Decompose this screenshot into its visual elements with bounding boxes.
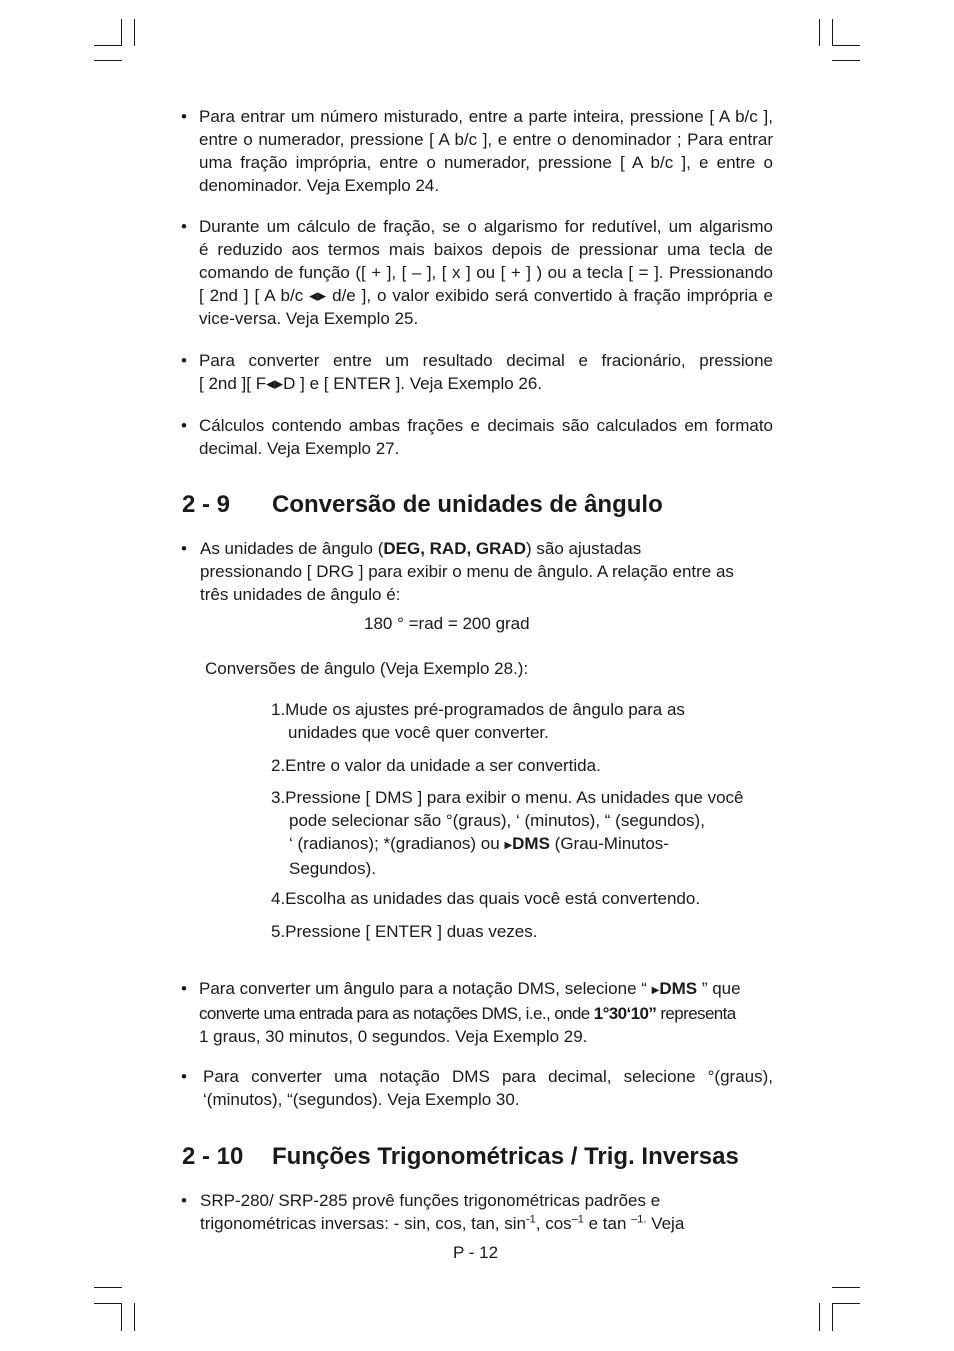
text-line: comando de função ([ + ], [ – ], [ x ] ou [ + ] ) ou a tecla [ = ]. Pressionando [199, 263, 773, 282]
text-segment: (Grau-Minutos- [549, 834, 669, 853]
bullet-dot: • [181, 1067, 187, 1086]
text-line: pressionando [ DRG ] para exibir o menu de ângulo. A relação entre as [200, 562, 734, 581]
bullet-dot: • [181, 539, 187, 558]
angle-formula: 180 ° =rad = 200 grad [364, 614, 530, 633]
text-line: 1 graus, 30 minutos, 0 segundos. Veja Exemplo 29. [199, 1027, 588, 1046]
text-line: uma fração imprópria, entre o numerador, pressione [ A b/c ], e entre o [199, 153, 773, 172]
text-segment: Veja [646, 1214, 685, 1233]
bullet-dot: • [181, 1191, 187, 1210]
bullet-dms-decimal [203, 1065, 773, 1111]
text-line: 1.Mude os ajustes pré-programados de ângulo para as [271, 700, 685, 719]
angle-units-bold: DEG, RAD, GRAD [383, 539, 526, 558]
dms-bold: DMS [659, 979, 698, 998]
superscript: -1 [525, 1213, 536, 1226]
superscript: –1. [631, 1213, 647, 1226]
section-title: Conversão de unidades de ângulo [272, 491, 663, 518]
text-segment: ‘ (radianos); *(gradianos) ou [289, 834, 505, 853]
bullet-decimal-fraction [199, 349, 773, 395]
text-line: Segundos). [289, 859, 376, 878]
text-line: unidades que você quer converter. [288, 723, 549, 742]
section-heading-2-10 [182, 1142, 739, 1172]
text-segment: converte uma entrada para as notações DMS, i.e., onde [199, 1004, 594, 1023]
text-line: [ 2nd ][ F◂▸D ] e [ ENTER ]. Veja Exemplo 26. [199, 374, 543, 393]
text-segment: Para converter um ângulo para a notação DMS, selecione “ [199, 979, 652, 998]
triangle-right-icon: ▶ [504, 840, 513, 851]
section-heading-2-9 [182, 490, 663, 520]
step-3 [271, 786, 743, 880]
dms-bold: DMS [512, 834, 550, 853]
bullet-angle-units [200, 537, 773, 606]
bullet-dot: • [181, 979, 187, 998]
conversions-label: Conversões de ângulo (Veja Exemplo 28.): [205, 659, 529, 678]
text-line: pode selecionar são °(graus), ‘ (minutos), “ (segundos), [289, 811, 705, 830]
text-line: [ 2nd ] [ A b/c ◂▸ d/e ], o valor exibido será convertido à fração imprópria e [199, 286, 773, 305]
step-2: 2.Entre o valor da unidade a ser convertida. [271, 756, 601, 775]
bullet-dms-conversion [199, 977, 773, 1048]
step-1 [271, 698, 685, 744]
superscript: –1 [571, 1213, 584, 1226]
text-segment: , cos [535, 1214, 572, 1233]
text-line: Para converter entre um resultado decimal e fracionário, pressione [199, 351, 773, 370]
page-number: P - 12 [453, 1243, 499, 1262]
text-line: é reduzido aos termos mais baixos depois de pressionar uma tecla de [199, 240, 773, 259]
bullet-trig-functions [200, 1189, 773, 1235]
text-line: Para entrar um número misturado, entre a parte inteira, pressione [ A b/c ], [199, 107, 773, 126]
bullet-dot: • [181, 416, 187, 435]
text-line: denominador. Veja Exemplo 24. [199, 176, 440, 195]
text-line: SRP-280/ SRP-285 provê funções trigonométricas padrões e [200, 1191, 661, 1210]
bullet-dot: • [181, 217, 187, 236]
text-line: três unidades de ângulo é: [200, 585, 401, 604]
bullet-fraction-reduce [199, 215, 773, 330]
text-line: 3.Pressione [ DMS ] para exibir o menu. As unidades que você [271, 788, 744, 807]
text-line: Durante um cálculo de fração, se o algarismo for redutível, um algarismo [199, 217, 773, 236]
step-5: 5.Pressione [ ENTER ] duas vezes. [271, 922, 538, 941]
dms-example-bold: 1°30‘10” [593, 1004, 657, 1023]
bullet-mixed-calc [199, 414, 773, 460]
text-line: Cálculos contendo ambas frações e decimais são calculados em formato [199, 416, 773, 435]
text-line: decimal. Veja Exemplo 27. [199, 439, 400, 458]
step-4: 4.Escolha as unidades das quais você está convertendo. [271, 889, 701, 908]
text-line: vice-versa. Veja Exemplo 25. [199, 309, 419, 328]
text-segment: trigonométricas inversas: - sin, cos, tan, sin [200, 1214, 526, 1233]
bullet-dot: • [181, 351, 187, 370]
text-line: entre o numerador, pressione [ A b/c ], e entre o denominador ; Para entrar [199, 130, 773, 149]
bullet-dot: • [181, 107, 187, 126]
text-segment: As unidades de ângulo ( [200, 539, 384, 558]
text-line: Para converter uma notação DMS para decimal, selecione °(graus), [203, 1067, 773, 1086]
text-segment: representa [656, 1004, 736, 1023]
text-segment: ) são ajustadas [525, 539, 642, 558]
triangle-right-icon: ▶ [651, 985, 660, 996]
text-line: ‘(minutos), “(segundos). Veja Exemplo 30. [203, 1090, 520, 1109]
section-number: 2 - 10 [182, 1143, 244, 1170]
text-segment: e tan [583, 1214, 632, 1233]
section-title: Funções Trigonométricas / Trig. Inversas [272, 1143, 739, 1170]
bullet-fraction-entry [199, 105, 773, 197]
section-number: 2 - 9 [182, 491, 231, 518]
text-segment: ” que [697, 979, 741, 998]
